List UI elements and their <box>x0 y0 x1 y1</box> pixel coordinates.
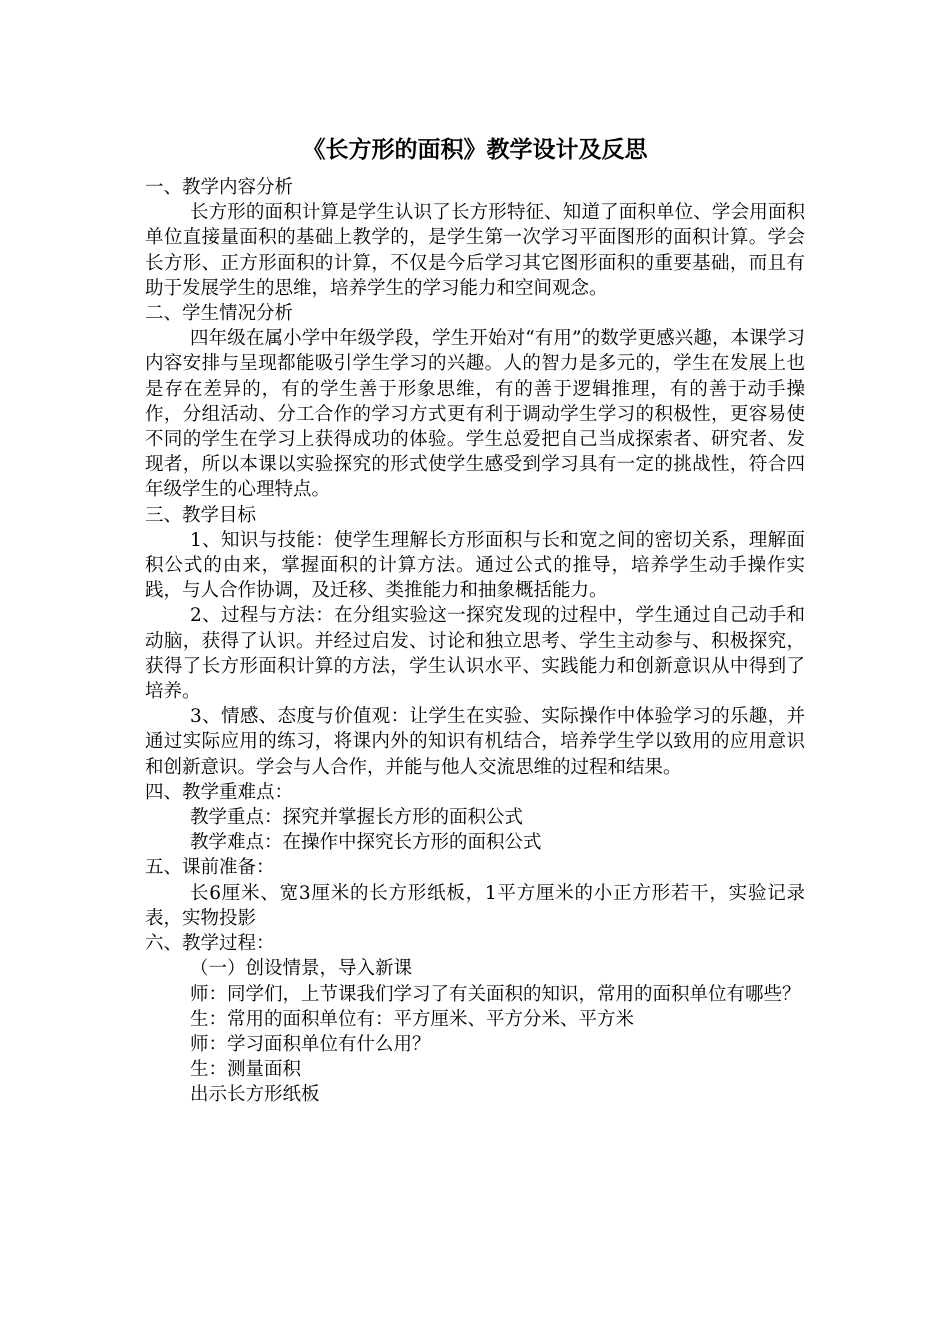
document-title: 《长方形的面积》教学设计及反思 <box>302 136 648 163</box>
paragraph: 长6厘米、宽3厘米的长方形纸板，1平方厘米的小正方形若干，实验记录表，实物投影 <box>145 882 805 929</box>
text-line: （一）创设情景，导入新课 <box>190 958 413 980</box>
paragraph: 长方形的面积计算是学生认识了长方形特征、知道了面积单位、学会用面积单位直接量面积的基础上教学的，是学生第一次学习平面图形的面积计算。学会长方形、正方形面积的计算，不仅是今后学习其它图形面积的重要基础，而且有助于发展学生的思维，培养学生的学习能力和空间观念。 <box>145 202 805 299</box>
section-heading: 一、教学内容分析 <box>145 177 294 198</box>
text-line: 教学重点：探究并掌握长方形的面积公式 <box>190 807 524 829</box>
paragraph: 2、过程与方法：在分组实验这一探究发现的过程中，学生通过自己动手和动脑，获得了认识。并经过启发、讨论和独立思考、学生主动参与、积极探究，获得了长方形面积计算的方法，学生认识水平、实践能力和创新意识从中得到了培养。 <box>145 605 805 703</box>
paragraph: 3、情感、态度与价值观：让学生在实验、实际操作中体验学习的乐趣，并通过实际应用的练习，将课内外的知识有机结合，培养学生学以致用的应用意识和创新意识。学会与人合作，并能与他人交流思维的过程和结果。 <box>145 706 805 778</box>
section-heading: 三、教学目标 <box>145 504 257 526</box>
paragraph: 四年级在属小学中年级学段，学生开始对“有用”的数学更感兴趣，本课学习内容安排与呈现都能吸引学生学习的兴趣。人的智力是多元的，学生在发展上也是存在差异的，有的学生善于形象思维，有的善于逻辑推理，有的善于动手操作，分组活动、分工合作的学习方式更有利于调动学生学习的积极性，更容易使不同的学生在学习上获得成功的体验。学生总爱把自己当成探索者、研究者、发现者，所以本课以实验探究的形式使学生感受到学习具有一定的挑战性，符合四年级学生的心理特点。 <box>145 328 805 501</box>
section-heading: 二、学生情况分析 <box>145 303 294 325</box>
text-line: 生：常用的面积单位有：平方厘米、平方分米、平方米 <box>190 1008 635 1030</box>
paragraph: 师：同学们，上节课我们学习了有关面积的知识，常用的面积单位有哪些？ <box>190 983 801 1005</box>
text-line: 教学难点：在操作中探究长方形的面积公式 <box>190 832 542 854</box>
document-body <box>145 175 805 1108</box>
text-line: 师：学习面积单位有什么用？ <box>190 1033 431 1055</box>
text-line: 出示长方形纸板 <box>190 1084 320 1106</box>
section-heading: 四、教学重难点： <box>145 781 294 803</box>
section-heading: 六、教学过程： <box>145 933 275 955</box>
text-line: 生：测量面积 <box>190 1059 302 1081</box>
paragraph: 1、知识与技能：使学生理解长方形面积与长和宽之间的密切关系，理解面积公式的由来，掌握面积的计算方法。通过公式的推导，培养学生动手操作实践，与人合作协调，及迁移、类推能力和抽象概括能力。 <box>145 529 805 602</box>
section-heading: 五、课前准备： <box>145 857 275 879</box>
